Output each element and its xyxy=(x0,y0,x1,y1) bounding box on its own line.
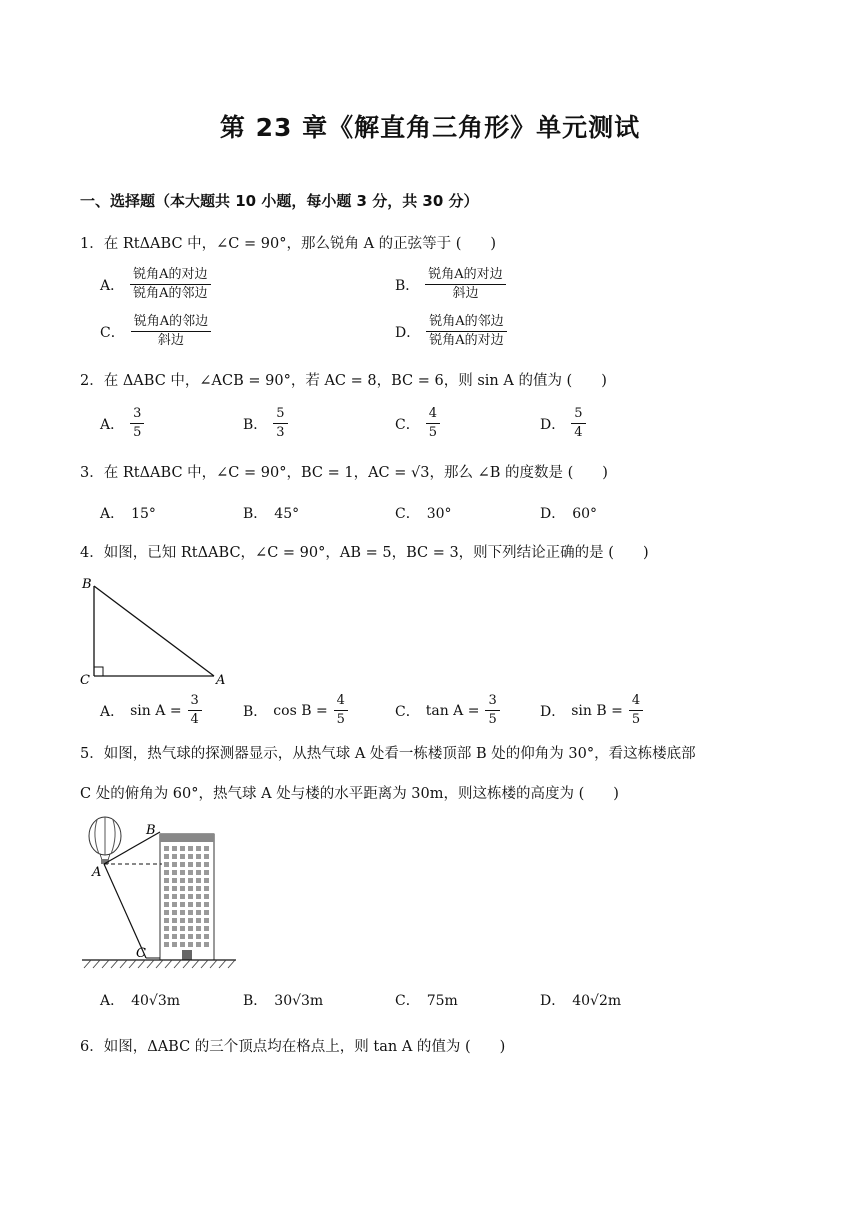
hatch-line xyxy=(111,960,118,968)
denominator: 锐角A的邻边 xyxy=(133,286,208,301)
q4-triangle-figure xyxy=(78,572,238,688)
hatch-line xyxy=(120,960,127,968)
q3-option-a[interactable]: A． 15° xyxy=(100,506,156,522)
denominator: 4 xyxy=(190,712,199,727)
q1-option-a[interactable] xyxy=(100,266,211,303)
section-heading: 一、选择题（本大题共 10 小题，每小题 3 分，共 30 分） xyxy=(80,192,479,210)
question-5-stem-line1: 5．如图，热气球的探测器显示，从热气球 A 处看一栋楼顶部 B 处的仰角为 30°，看这栋楼底部 xyxy=(80,746,696,762)
window xyxy=(172,862,177,867)
window xyxy=(196,918,201,923)
numerator: 4 xyxy=(334,692,348,711)
window xyxy=(204,870,209,875)
window xyxy=(204,926,209,931)
window xyxy=(188,902,193,907)
window xyxy=(164,886,169,891)
hatch-line xyxy=(84,960,91,968)
window xyxy=(180,934,185,939)
numerator: 5 xyxy=(273,405,287,424)
ground-hatching xyxy=(84,960,235,968)
window xyxy=(188,942,193,947)
q2-option-c[interactable] xyxy=(395,405,440,442)
window xyxy=(172,910,177,915)
expression: tan A = xyxy=(425,702,480,719)
window xyxy=(172,878,177,883)
question-3-stem: 3．在 RtΔABC 中，∠C = 90°，BC = 1，AC = √3，那么 ∠B 的度数是 ( ) xyxy=(80,465,608,481)
option-label: D． xyxy=(540,416,566,433)
window xyxy=(164,918,169,923)
q3-option-c[interactable]: C． 30° xyxy=(395,506,452,522)
option-label: C． xyxy=(395,416,420,433)
window xyxy=(180,886,185,891)
fraction xyxy=(426,313,506,350)
window xyxy=(196,878,201,883)
q2-option-b[interactable] xyxy=(243,405,288,442)
window xyxy=(204,910,209,915)
q1-option-b[interactable] xyxy=(395,266,506,303)
hatch-line xyxy=(156,960,163,968)
window xyxy=(164,870,169,875)
window xyxy=(204,886,209,891)
window xyxy=(172,926,177,931)
option-label: B． xyxy=(395,277,420,294)
window xyxy=(164,878,169,883)
q5-option-c[interactable]: C． 75m xyxy=(395,993,458,1009)
option-label: C． xyxy=(395,703,420,720)
window xyxy=(196,910,201,915)
q4-option-a[interactable] xyxy=(100,692,202,729)
window xyxy=(196,854,201,859)
fraction xyxy=(426,405,440,442)
window xyxy=(204,878,209,883)
window xyxy=(180,894,185,899)
window xyxy=(204,942,209,947)
option-label: D． xyxy=(540,703,566,720)
window xyxy=(188,878,193,883)
hatch-line xyxy=(192,960,199,968)
q5-option-b[interactable]: B． 30√3m xyxy=(243,993,324,1009)
option-label: B． xyxy=(243,703,268,720)
fraction xyxy=(425,266,505,303)
denominator: 5 xyxy=(133,425,142,440)
window xyxy=(188,934,193,939)
denominator: 5 xyxy=(488,712,497,727)
hatch-line xyxy=(228,960,235,968)
window xyxy=(180,870,185,875)
q4-option-d[interactable] xyxy=(540,692,643,729)
numerator: 3 xyxy=(485,692,499,711)
point-a-label: A xyxy=(92,865,102,880)
window xyxy=(164,862,169,867)
vertex-b-label: B xyxy=(82,577,92,592)
window xyxy=(180,942,185,947)
window xyxy=(196,846,201,851)
window xyxy=(188,854,193,859)
denominator: 斜边 xyxy=(452,286,479,301)
window xyxy=(172,894,177,899)
window xyxy=(196,902,201,907)
window xyxy=(172,902,177,907)
window xyxy=(188,862,193,867)
window xyxy=(204,854,209,859)
fraction xyxy=(485,692,499,729)
numerator: 5 xyxy=(571,405,585,424)
window xyxy=(204,934,209,939)
window xyxy=(188,870,193,875)
window xyxy=(180,902,185,907)
side-ab xyxy=(94,586,214,676)
q4-option-b[interactable] xyxy=(243,692,348,729)
line-ac xyxy=(104,864,146,958)
fraction xyxy=(629,692,643,729)
window xyxy=(180,910,185,915)
numerator: 锐角A的对边 xyxy=(130,266,210,285)
window xyxy=(172,846,177,851)
numerator: 锐角A的对边 xyxy=(425,266,505,285)
window xyxy=(180,862,185,867)
option-label: A． xyxy=(100,703,125,720)
expression: sin B = xyxy=(571,702,623,719)
q5-option-a[interactable]: A． 40√3m xyxy=(100,993,181,1009)
window xyxy=(164,910,169,915)
window xyxy=(196,886,201,891)
hatch-line xyxy=(102,960,109,968)
window xyxy=(196,934,201,939)
numerator: 锐角A的邻边 xyxy=(426,313,506,332)
window xyxy=(164,934,169,939)
point-c-label: C xyxy=(136,946,146,961)
q5-balloon-building-figure xyxy=(76,816,241,972)
vertex-a-label: A xyxy=(216,673,226,688)
window xyxy=(188,918,193,923)
q2-option-a[interactable] xyxy=(100,405,144,442)
building-door xyxy=(182,950,192,960)
question-1-stem: 1．在 RtΔABC 中，∠C = 90°，那么锐角 A 的正弦等于 ( ) xyxy=(80,236,497,252)
q2-option-d[interactable] xyxy=(540,405,586,442)
window xyxy=(196,870,201,875)
window xyxy=(204,918,209,923)
window xyxy=(196,894,201,899)
option-label: A． xyxy=(100,277,125,294)
window xyxy=(172,886,177,891)
option-label: D． xyxy=(395,324,421,341)
hatch-line xyxy=(219,960,226,968)
vertex-c-label: C xyxy=(80,673,90,688)
question-5-stem-line2: C 处的俯角为 60°，热气球 A 处与楼的水平距离为 30m，则这栋楼的高度为 ( ) xyxy=(80,786,619,802)
window xyxy=(180,846,185,851)
fraction xyxy=(571,405,585,442)
q4-option-c[interactable] xyxy=(395,692,500,729)
hatch-line xyxy=(183,960,190,968)
expression: cos B = xyxy=(273,702,328,719)
window xyxy=(164,894,169,899)
expression: sin A = xyxy=(130,702,182,719)
window xyxy=(196,862,201,867)
denominator: 5 xyxy=(336,712,345,727)
question-2-stem: 2．在 ΔABC 中，∠ACB = 90°，若 AC = 8，BC = 6，则 sin A 的值为 ( ) xyxy=(80,373,607,389)
page-title: 第 23 章《解直角三角形》单元测试 xyxy=(219,113,641,142)
window xyxy=(188,846,193,851)
numerator: 4 xyxy=(426,405,440,424)
right-angle-mark xyxy=(94,667,103,676)
building-roof xyxy=(160,834,214,842)
window xyxy=(180,926,185,931)
denominator: 5 xyxy=(631,712,641,727)
hatch-line xyxy=(129,960,136,968)
hatch-line xyxy=(138,960,145,968)
hatch-line xyxy=(165,960,172,968)
q1-option-d[interactable] xyxy=(395,313,507,350)
hatch-line xyxy=(174,960,181,968)
window xyxy=(180,854,185,859)
window xyxy=(172,870,177,875)
window xyxy=(196,942,201,947)
window xyxy=(172,854,177,859)
option-label: A． xyxy=(100,416,125,433)
q1-option-c[interactable] xyxy=(100,313,211,350)
window xyxy=(204,894,209,899)
fraction xyxy=(130,405,144,442)
fraction xyxy=(273,405,287,442)
q3-option-b[interactable]: B． 45° xyxy=(243,506,300,522)
numerator: 3 xyxy=(130,405,144,424)
window xyxy=(204,902,209,907)
question-4-stem: 4．如图，已知 RtΔABC，∠C = 90°，AB = 5，BC = 3，则下列结论正确的是 ( ) xyxy=(80,545,649,561)
question-6-stem: 6．如图，ΔABC 的三个顶点均在格点上，则 tan A 的值为 ( ) xyxy=(80,1039,506,1055)
denominator: 5 xyxy=(428,425,437,440)
denominator: 斜边 xyxy=(157,333,184,348)
window xyxy=(172,942,177,947)
numerator: 4 xyxy=(629,692,643,711)
numerator: 3 xyxy=(188,692,202,711)
q3-option-d[interactable]: D． 60° xyxy=(540,506,598,522)
fraction xyxy=(131,313,211,350)
fraction xyxy=(334,692,348,729)
fraction xyxy=(188,692,202,729)
window xyxy=(188,886,193,891)
window xyxy=(164,854,169,859)
window xyxy=(204,846,209,851)
denominator: 4 xyxy=(574,425,583,440)
q5-option-d[interactable]: D． 40√2m xyxy=(540,993,622,1009)
option-label: B． xyxy=(243,416,268,433)
window xyxy=(172,934,177,939)
hatch-line xyxy=(147,960,154,968)
window xyxy=(188,910,193,915)
denominator: 锐角A的对边 xyxy=(429,333,504,348)
hatch-line xyxy=(201,960,208,968)
window xyxy=(188,894,193,899)
hatch-line xyxy=(210,960,217,968)
window xyxy=(172,918,177,923)
window xyxy=(196,926,201,931)
point-b-label: B xyxy=(146,823,156,838)
window xyxy=(204,862,209,867)
window xyxy=(180,918,185,923)
numerator: 锐角A的邻边 xyxy=(131,313,211,332)
window xyxy=(164,942,169,947)
window xyxy=(164,902,169,907)
fraction xyxy=(130,266,210,303)
option-label: C． xyxy=(100,324,125,341)
window xyxy=(188,926,193,931)
hatch-line xyxy=(93,960,100,968)
denominator: 3 xyxy=(276,425,285,440)
window xyxy=(180,878,185,883)
window xyxy=(164,846,169,851)
window xyxy=(164,926,169,931)
